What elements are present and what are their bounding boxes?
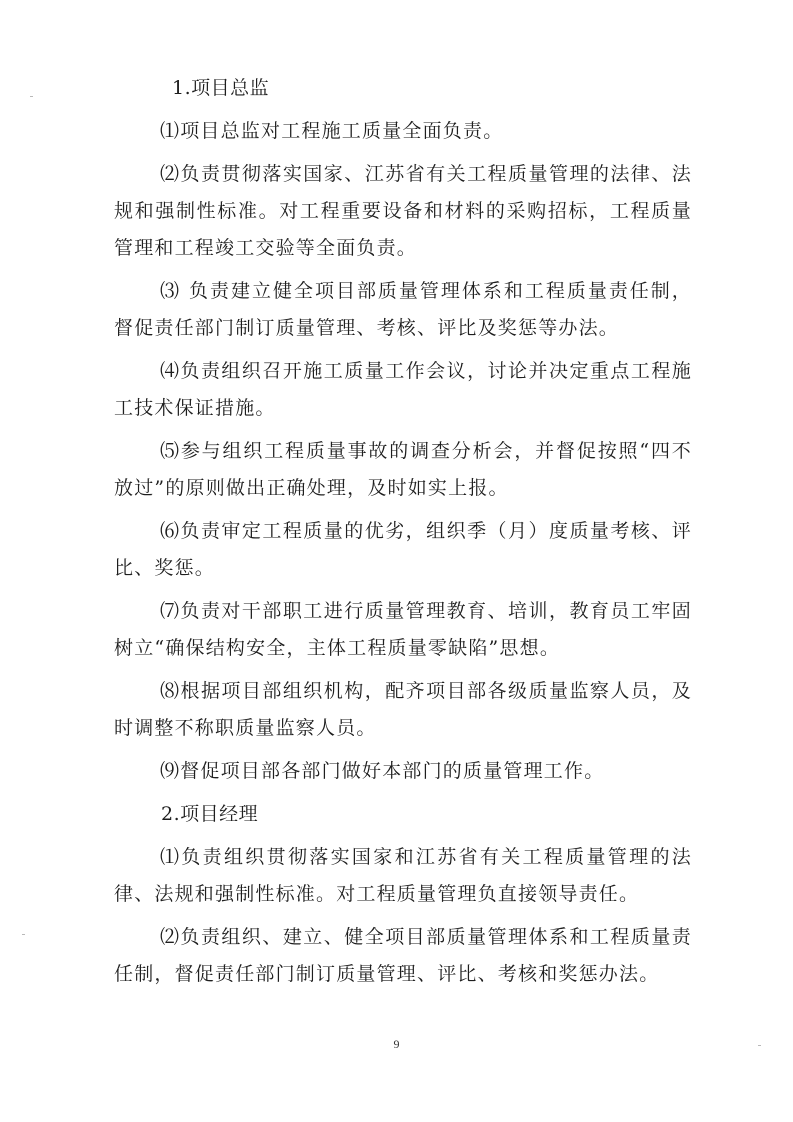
paragraph-1-3: ⑶ 负责建立健全项目部质量管理体系和工程质量责任制，督促责任部门制订质量管理、考核、评比及奖惩等办法。 bbox=[114, 280, 692, 339]
paragraph-2-1: ⑴负责组织贯彻落实国家和江苏省有关工程质量管理的法律、法规和强制性标准。对工程质量管理负直接领导责任。 bbox=[114, 846, 692, 905]
paragraph-1-1: ⑴项目总监对工程施工质量全面负责。 bbox=[160, 120, 504, 142]
paragraph-1-4: ⑷负责组织召开施工质量工作会议，讨论并决定重点工程施工技术保证措施。 bbox=[114, 360, 692, 419]
scan-speck bbox=[22, 934, 25, 935]
paragraph-1-5: ⑸参与组织工程质量事故的调查分析会，并督促按照“四不放过”的原则做出正确处理，及时如实上报。 bbox=[114, 440, 692, 499]
section-heading-1: 1.项目总监 bbox=[172, 77, 270, 99]
paragraph-1-8: ⑻根据项目部组织机构，配齐项目部各级质量监察人员，及时调整不称职质量监察人员。 bbox=[114, 680, 692, 739]
document-body bbox=[114, 70, 692, 999]
paragraph-1-7: ⑺负责对干部职工进行质量管理教育、培训，教育员工牢固树立“确保结构安全，主体工程质量零缺陷”思想。 bbox=[114, 600, 692, 659]
paragraph-2-2: ⑵负责组织、建立、健全项目部质量管理体系和工程质量责任制，督促责任部门制订质量管理、评比、考核和奖惩办法。 bbox=[114, 926, 692, 985]
scan-speck bbox=[30, 96, 33, 97]
page-number: 9 bbox=[393, 1037, 400, 1051]
section-heading-2: 2.项目经理 bbox=[161, 803, 259, 825]
paragraph-1-2: ⑵负责贯彻落实国家、江苏省有关工程质量管理的法律、法规和强制性标准。对工程重要设备和材料的采购招标，工程质量管理和工程竣工交验等全面负责。 bbox=[114, 163, 692, 259]
paragraph-1-6: ⑹负责审定工程质量的优劣，组织季（月）度质量考核、评比、奖惩。 bbox=[114, 520, 692, 579]
paragraph-1-9: ⑼督促项目部各部门做好本部门的质量管理工作。 bbox=[160, 760, 605, 782]
